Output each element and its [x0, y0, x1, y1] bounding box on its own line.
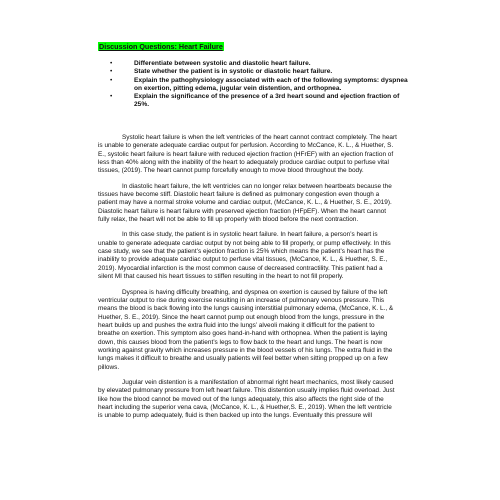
list-item [110, 68, 410, 76]
question-text: Explain the pathophysiology associated with each of the following symptoms: dyspnea on exertion, pitting edema, jugular vein distention, and orthopnea. [134, 76, 408, 92]
bullet-icon: • [110, 68, 113, 76]
paragraph-systolic: Systolic heart failure is when the left ventricles of the heart cannot contract completely. The heart is unable to generate adequate cardiac output for perfusion. According to McCance, K. L., & Huether, S. E., systolic heart failure is heart failure with reduced ejection fraction (HFrEF) with an ejection fraction of less than 40% along with the inability of the heart to adequately produce cardiac output to perfuse vital tissues, (2019). The heart cannot pump forcefully enough to move blood throughout the body. [98, 134, 397, 175]
paragraph-jugular: Jugular vein distention is a manifestation of abnormal right heart mechanics, most likely caused by elevated pulmonary pressure from left heart failure. This distention usually implies fluid overload. Just like how the blood cannot be moved out of the lungs adequately, this also affects the right side of the heart including the superior vena cava, (McCance, K. L., & Huether,S. E., 2019). When the left ventricle is unable to pump adequately, fluid is then backed up into the lungs. Eventually this pressure will [98, 378, 395, 420]
list-item [110, 77, 410, 94]
bullet-icon: • [110, 60, 113, 67]
paragraph-case-study: In this case study, the patient is in systolic heart failure. In heart failure, a person’s heart is unable to generate adequate cardiac output by not being able to fill properly, or pump effectively. In this case study, we see that the patient’s ejection fraction is 25% which means the patient’s heart has the inability to provide adequate cardiac output to perfuse vital tissues, (McCance, K. L., & Huether, S. E., 2019). Myocardial infarction is the most common cause of decreased contractility. This patient had a silent MI that caused his heart tissues to stiffen resulting in the heart to not fill properly. [98, 231, 391, 281]
question-text: Differentiate between systolic and diastolic heart failure. [134, 60, 311, 67]
page-title: Discussion Questions: Heart Failure [99, 42, 223, 51]
question-list [110, 60, 410, 110]
question-text: State whether the patient is in systolic or diastolic heart failure. [134, 68, 333, 76]
bullet-icon: • [110, 76, 113, 84]
list-item [110, 60, 410, 68]
paragraph-dyspnea: Dyspnea is having difficulty breathing, and dyspnea on exertion is caused by failure of the left ventricular output to rise during exercise resulting in an increase of pulmonary venous pressure. This means the blood is back flowing into the lungs causing interstitial pulmonary edema, (McCance, K. L., & Huether, S. E., 2019). Since the heart cannot pump out enough blood from the lungs, pressure in the heart builds up and pushes the extra fluid into the lungs’ alveoli making it difficult for the patient to breathe on exertion. This symptom also goes hand-in-hand with orthopnea. When the patient is laying down, this causes blood from the patient’s legs to flow back to the heart and lungs. The heart is now working against gravity which increases pressure in the blood vessels of his lungs. The extra fluid in the lungs makes it difficult to breathe and usually patients will feel better when sitting propped up on a few pillows. [98, 288, 394, 371]
essay-body [98, 134, 398, 428]
question-text: Explain the significance of the presence of a 3rd heart sound and ejection fraction of 25%. [134, 93, 400, 109]
list-item [110, 93, 410, 110]
paragraph-diastolic: In diastolic heart failure, the left ventricles can no longer relax between heartbeats because the tissues have become stiff. Diastolic heart failure is defined as pulmonary congestion even though a patient may have a normal stroke volume and cardiac output, (McCance, K. L., & Huether, S. E., 2019). Diastolic heart failure is heart failure with preserved ejection fraction (HFpEF). When the heart cannot fully relax, the heart will not be able to fill up properly with blood before the next contraction. [98, 182, 392, 224]
bullet-icon: • [110, 93, 113, 101]
